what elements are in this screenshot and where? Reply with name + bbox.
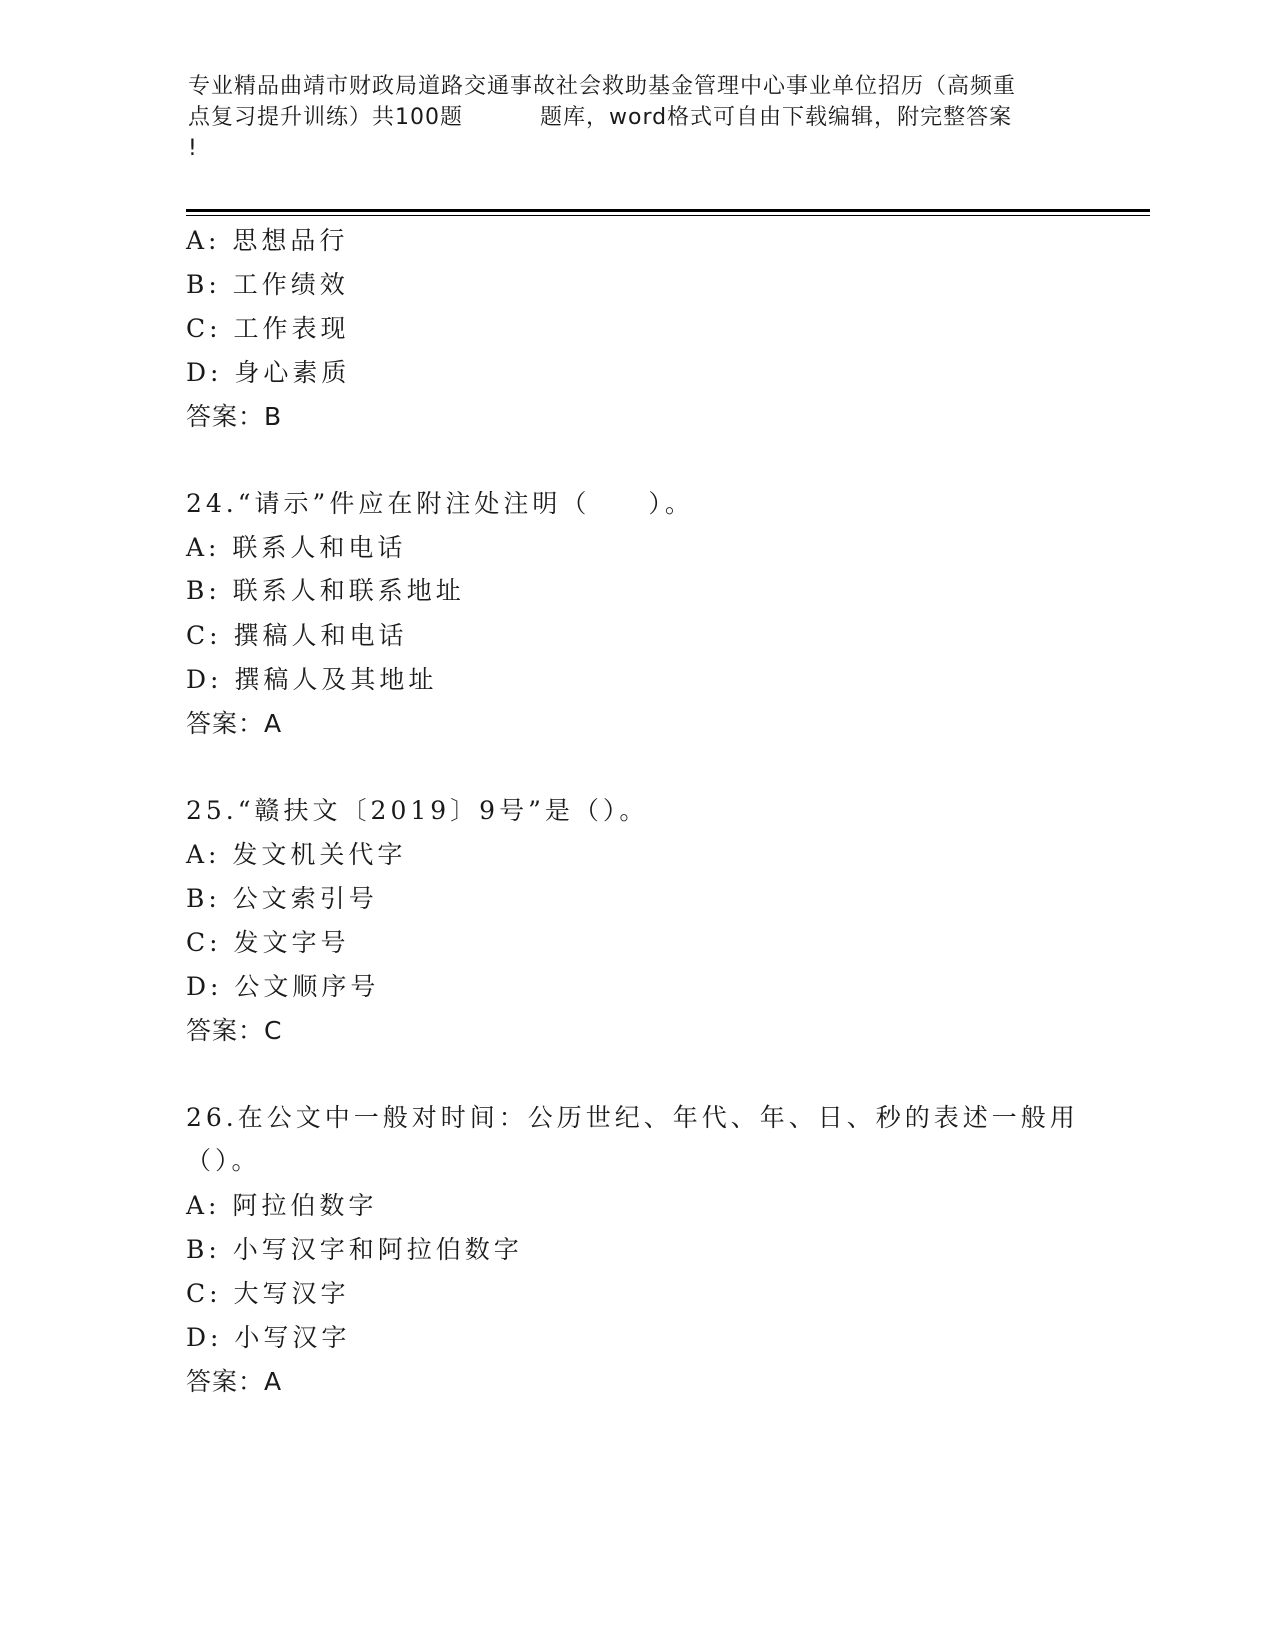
q25-option-a: A: 发文机关代字 [186,840,407,869]
q24-option-c: C: 撰稿人和电话 [186,621,408,650]
q24-answer: 答案：A [186,709,283,738]
q24-option-b: B: 联系人和联系地址 [186,576,465,605]
doc-header-line-1: 专业精品曲靖市财政局道路交通事故社会救助基金管理中心事业单位招历（高频重 [188,74,1017,99]
q23-option-c: C: 工作表现 [186,314,350,343]
doc-header-line-3: ! [188,136,198,161]
q26-option-c: C: 大写汉字 [186,1279,350,1308]
q26-option-d: D: 小写汉字 [186,1323,351,1352]
q25-stem: 25.“赣扶文〔2019〕9号”是（）。 [186,796,649,825]
q26-option-a: A: 阿拉伯数字 [186,1191,378,1220]
doc-header-line-2: 点复习提升训练）共100题 题库，word格式可自由下载编辑，附完整答案 [188,105,1013,130]
q23-answer: 答案：B [186,402,283,431]
q24-option-a: A: 联系人和电话 [186,533,407,562]
q25-option-d: D: 公文顺序号 [186,972,380,1001]
q23-option-a: A: 思想品行 [186,226,349,255]
q25-answer: 答案：C [186,1016,283,1045]
q24-stem: 24.“请示”件应在附注处注明（ ）。 [186,489,694,518]
q26-answer: 答案：A [186,1367,283,1396]
q25-option-c: C: 发文字号 [186,928,350,957]
q23-option-d: D: 身心素质 [186,358,351,387]
header-rule-thin [186,215,1150,216]
q26-stem-line-1: 26.在公文中一般对时间：公历世纪、年代、年、日、秒的表述一般用 [186,1103,1079,1132]
q24-option-d: D: 撰稿人及其地址 [186,665,438,694]
q23-option-b: B: 工作绩效 [186,270,349,299]
q26-stem-line-2: （）。 [186,1146,261,1175]
q26-option-b: B: 小写汉字和阿拉伯数字 [186,1235,523,1264]
q25-option-b: B: 公文索引号 [186,884,378,913]
header-rule-thick [186,209,1150,212]
